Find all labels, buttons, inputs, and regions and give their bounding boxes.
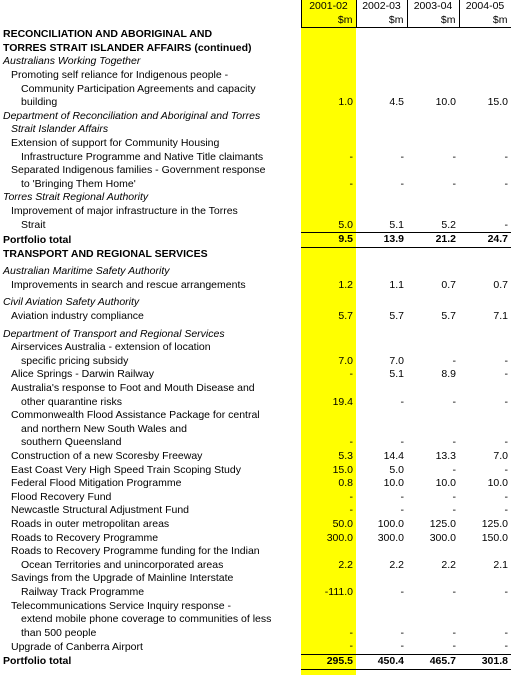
cell-value xyxy=(301,341,356,355)
cell-value xyxy=(459,341,511,355)
cell-value xyxy=(459,613,511,627)
cell-value xyxy=(301,191,356,205)
cell-value: - xyxy=(400,585,404,598)
cell-value: 5.7 xyxy=(441,310,456,323)
table-row xyxy=(0,423,511,437)
table-row xyxy=(0,341,511,355)
cell-value xyxy=(356,382,407,396)
table-row xyxy=(0,409,511,423)
portfolio-total-row xyxy=(0,654,511,669)
cell-value: - xyxy=(504,436,508,449)
year-header: 2004-05 xyxy=(459,0,511,14)
cell-value: - xyxy=(400,436,404,449)
cell-value: 150.0 xyxy=(481,531,508,544)
table-row xyxy=(0,545,511,559)
cell-value xyxy=(459,164,511,178)
cell-value xyxy=(407,83,459,97)
table-row xyxy=(0,219,511,233)
cell-value: - xyxy=(349,490,353,503)
table-row xyxy=(0,477,511,491)
cell-value xyxy=(301,69,356,83)
row-label: Portfolio total xyxy=(3,655,72,668)
cell-value xyxy=(301,28,356,42)
cell-value xyxy=(407,123,459,137)
cell-value: - xyxy=(400,177,404,190)
cell-value xyxy=(459,572,511,586)
cell-value: 7.0 xyxy=(389,354,404,367)
cell-value: 0.8 xyxy=(338,477,353,490)
cell-value: - xyxy=(452,463,456,476)
row-label: other quarantine risks xyxy=(21,395,122,408)
cell-value xyxy=(301,382,356,396)
cell-value xyxy=(356,423,407,437)
cell-value: 0.7 xyxy=(441,278,456,291)
cell-value xyxy=(459,55,511,69)
cell-value: - xyxy=(504,395,508,408)
unit-label: $m xyxy=(407,14,459,28)
cell-value: - xyxy=(400,395,404,408)
cell-value: - xyxy=(400,490,404,503)
cell-value: 7.0 xyxy=(493,450,508,462)
cell-value xyxy=(356,164,407,178)
row-label: Australia's response to Foot and Mouth Disease and xyxy=(11,382,255,395)
cell-value: - xyxy=(349,150,353,163)
cell-value: 5.3 xyxy=(338,450,353,462)
cell-value xyxy=(459,247,511,261)
cell-value: - xyxy=(400,640,404,653)
cell-value: 2.2 xyxy=(338,558,353,571)
table-row xyxy=(0,265,511,279)
table-row xyxy=(0,279,511,293)
cell-value: 24.7 xyxy=(459,233,511,248)
cell-value xyxy=(301,328,356,342)
cell-value xyxy=(407,55,459,69)
row-label: Improvements in search and rescue arrangements xyxy=(11,278,246,291)
cell-value: 2.2 xyxy=(441,558,456,571)
row-label: Roads in outer metropolitan areas xyxy=(11,517,170,530)
row-label: Savings from the Upgrade of Mainline Interstate xyxy=(11,572,234,585)
header-row xyxy=(0,0,511,14)
cell-value: - xyxy=(504,368,508,381)
cell-value: - xyxy=(452,436,456,449)
cell-value xyxy=(407,296,459,310)
table-row xyxy=(0,450,511,464)
row-label: Commonwealth Flood Assistance Package for central xyxy=(11,409,260,422)
cell-value xyxy=(356,83,407,97)
cell-value xyxy=(356,69,407,83)
cell-value xyxy=(407,205,459,219)
cell-value: 100.0 xyxy=(377,517,404,530)
cell-value: 8.9 xyxy=(441,368,456,381)
cell-value: - xyxy=(400,150,404,163)
cell-value: 15.0 xyxy=(332,463,353,476)
table-row xyxy=(0,178,511,192)
cell-value: - xyxy=(504,585,508,598)
cell-value xyxy=(356,137,407,151)
cell-value: - xyxy=(504,504,508,517)
cell-value xyxy=(356,123,407,137)
table-row xyxy=(0,42,511,56)
table-row xyxy=(0,586,511,600)
cell-value xyxy=(301,42,356,56)
cell-value xyxy=(356,545,407,559)
table-row xyxy=(0,328,511,342)
cell-value xyxy=(459,296,511,310)
cell-value xyxy=(459,423,511,437)
cell-value xyxy=(459,110,511,124)
cell-value xyxy=(407,191,459,205)
table-row xyxy=(0,436,511,450)
cell-value: 50.0 xyxy=(332,517,353,530)
cell-value xyxy=(301,423,356,437)
cell-value xyxy=(459,409,511,423)
cell-value: - xyxy=(349,177,353,190)
row-label: Strait xyxy=(21,219,46,231)
cell-value xyxy=(356,265,407,279)
row-label: TRANSPORT AND REGIONAL SERVICES xyxy=(3,247,208,260)
table-row xyxy=(0,368,511,382)
row-label: Portfolio total xyxy=(3,233,72,246)
unit-label: $m xyxy=(356,14,407,28)
cell-value: 295.5 xyxy=(301,654,356,669)
row-label: Extension of support for Community Housing xyxy=(11,136,220,149)
cell-value: - xyxy=(452,490,456,503)
row-label: Airservices Australia - extension of location xyxy=(11,341,211,354)
row-label: Newcastle Structural Adjustment Fund xyxy=(11,504,189,517)
unit-label: $m xyxy=(459,14,511,28)
cell-value xyxy=(301,164,356,178)
cell-value xyxy=(407,42,459,56)
unit-label: $m xyxy=(301,14,356,28)
year-header: 2001-02 xyxy=(301,0,356,14)
cell-value xyxy=(301,247,356,261)
cell-value xyxy=(459,28,511,42)
cell-value: - xyxy=(504,640,508,653)
cell-value xyxy=(301,205,356,219)
cell-value: - xyxy=(400,504,404,517)
cell-value: - xyxy=(504,150,508,163)
cell-value xyxy=(356,28,407,42)
cell-value: 4.5 xyxy=(389,96,404,109)
cell-value xyxy=(407,164,459,178)
cell-value: 5.7 xyxy=(338,310,353,323)
cell-value: 21.2 xyxy=(407,233,459,248)
row-label: Railway Track Programme xyxy=(21,585,145,598)
table-row xyxy=(0,296,511,310)
row-label: southern Queensland xyxy=(21,436,122,449)
table-row xyxy=(0,137,511,151)
cell-value xyxy=(407,247,459,261)
table-row xyxy=(0,491,511,505)
cell-value: 13.9 xyxy=(356,233,407,248)
row-label: Roads to Recovery Programme funding for the Indian xyxy=(11,545,260,558)
cell-value: - xyxy=(349,640,353,653)
cell-value xyxy=(356,613,407,627)
cell-value: 300.0 xyxy=(429,531,456,544)
cell-value xyxy=(407,423,459,437)
cell-value xyxy=(356,600,407,614)
row-label: RECONCILIATION AND ABORIGINAL AND xyxy=(3,28,213,41)
cell-value xyxy=(301,296,356,310)
cell-value xyxy=(407,341,459,355)
cell-value xyxy=(356,247,407,261)
cell-value xyxy=(459,69,511,83)
row-label: Community Participation Agreements and capacity xyxy=(21,82,256,95)
cell-value: 125.0 xyxy=(429,517,456,530)
cell-value xyxy=(301,137,356,151)
cell-value xyxy=(407,409,459,423)
cell-value: 0.7 xyxy=(493,278,508,291)
cell-value xyxy=(459,137,511,151)
cell-value: 19.4 xyxy=(332,395,353,408)
cell-value: - xyxy=(504,354,508,367)
cell-value: - xyxy=(452,395,456,408)
cell-value xyxy=(459,191,511,205)
row-label: Promoting self reliance for Indigenous people - xyxy=(11,68,229,81)
cell-value: - xyxy=(504,626,508,639)
row-label: Aviation industry compliance xyxy=(11,310,144,323)
cell-value xyxy=(356,205,407,219)
cell-value xyxy=(459,83,511,97)
row-label: Flood Recovery Fund xyxy=(11,490,112,503)
row-label: Department of Transport and Regional Services xyxy=(3,327,225,340)
table-row xyxy=(0,28,511,42)
cell-value xyxy=(407,572,459,586)
table-row xyxy=(0,83,511,97)
cell-value: 5.0 xyxy=(389,463,404,476)
cell-value: - xyxy=(504,463,508,476)
cell-value: 5.7 xyxy=(389,310,404,323)
row-label: Department of Reconciliation and Aboriginal and Torres xyxy=(3,109,261,122)
cell-value xyxy=(459,123,511,137)
row-label: and northern New South Wales and xyxy=(21,422,187,435)
table-row xyxy=(0,464,511,478)
cell-value xyxy=(301,123,356,137)
row-label: Infrastructure Programme and Native Title claimants xyxy=(21,150,264,163)
table-row xyxy=(0,55,511,69)
cell-value xyxy=(356,328,407,342)
cell-value xyxy=(407,600,459,614)
cell-value: 300.0 xyxy=(377,531,404,544)
cell-value xyxy=(407,137,459,151)
row-label: Roads to Recovery Programme xyxy=(11,531,159,544)
cell-value xyxy=(356,409,407,423)
cell-value: - xyxy=(400,626,404,639)
cell-value: 125.0 xyxy=(481,517,508,530)
cell-value xyxy=(459,42,511,56)
year-header: 2003-04 xyxy=(407,0,459,14)
table-row xyxy=(0,572,511,586)
cell-value: 2.2 xyxy=(389,558,404,571)
cell-value: - xyxy=(504,490,508,503)
cell-value xyxy=(301,613,356,627)
row-label: to 'Bringing Them Home' xyxy=(21,177,136,190)
cell-value: 10.0 xyxy=(435,477,456,490)
cell-value: 5.1 xyxy=(389,368,404,381)
cell-value: 1.2 xyxy=(338,278,353,291)
table-row xyxy=(0,191,511,205)
unit-row xyxy=(0,14,511,28)
row-label: Federal Flood Mitigation Programme xyxy=(11,477,182,490)
cell-value: - xyxy=(452,354,456,367)
cell-value xyxy=(301,572,356,586)
row-label: Torres Strait Regional Authority xyxy=(3,191,149,204)
cell-value: - xyxy=(349,368,353,381)
cell-value xyxy=(407,613,459,627)
table-row xyxy=(0,69,511,83)
cell-value xyxy=(459,545,511,559)
cell-value: 10.0 xyxy=(435,96,456,109)
cell-value: - xyxy=(504,177,508,190)
cell-value xyxy=(301,83,356,97)
cell-value: - xyxy=(452,626,456,639)
cell-value xyxy=(407,110,459,124)
row-label: Improvement of major infrastructure in the Torres xyxy=(11,204,238,217)
row-label: Civil Aviation Safety Authority xyxy=(3,296,140,309)
table-row xyxy=(0,532,511,546)
cell-value: 14.4 xyxy=(383,450,404,462)
cell-value: 301.8 xyxy=(459,654,511,669)
row-label: Upgrade of Canberra Airport xyxy=(11,640,143,653)
row-label: Telecommunications Service Inquiry response - xyxy=(11,599,232,612)
cell-value: 7.1 xyxy=(493,310,508,323)
cell-value xyxy=(301,110,356,124)
cell-value xyxy=(459,205,511,219)
row-label: extend mobile phone coverage to communities of less xyxy=(21,613,272,626)
row-label: Construction of a new Scoresby Freeway xyxy=(11,450,203,462)
cell-value: 300.0 xyxy=(326,531,353,544)
cell-value xyxy=(459,265,511,279)
cell-value xyxy=(356,42,407,56)
row-label: East Coast Very High Speed Train Scoping Study xyxy=(11,463,241,476)
cell-value xyxy=(356,191,407,205)
year-header: 2002-03 xyxy=(356,0,407,14)
row-label: specific pricing subsidy xyxy=(21,354,129,367)
cell-value xyxy=(356,110,407,124)
cell-value: - xyxy=(504,218,508,231)
row-label: Separated Indigenous families - Government response xyxy=(11,164,266,177)
cell-value xyxy=(301,409,356,423)
cell-value xyxy=(356,296,407,310)
cell-value: 1.0 xyxy=(338,96,353,109)
cell-value: -111.0 xyxy=(324,585,353,598)
cell-value: 13.3 xyxy=(435,450,456,462)
cell-value: - xyxy=(349,504,353,517)
cell-value: - xyxy=(452,150,456,163)
cell-value xyxy=(407,28,459,42)
cell-value xyxy=(356,341,407,355)
cell-value xyxy=(459,328,511,342)
cell-value: 2.1 xyxy=(493,558,508,571)
table-row xyxy=(0,355,511,369)
table-row xyxy=(0,627,511,641)
row-label: Australian Maritime Safety Authority xyxy=(3,265,170,278)
cell-value xyxy=(407,545,459,559)
table-row xyxy=(0,310,511,324)
cell-value: 10.0 xyxy=(487,477,508,490)
cell-value: 9.5 xyxy=(301,233,356,248)
table-row xyxy=(0,151,511,165)
table-row xyxy=(0,247,511,261)
cell-value: - xyxy=(452,585,456,598)
cell-value xyxy=(407,328,459,342)
row-label: than 500 people xyxy=(21,626,97,639)
row-label: Ocean Territories and unincorporated areas xyxy=(21,558,224,571)
cell-value xyxy=(301,545,356,559)
table-row xyxy=(0,518,511,532)
cell-value: - xyxy=(452,504,456,517)
cell-value xyxy=(356,572,407,586)
cell-value: 15.0 xyxy=(487,96,508,109)
row-label: TORRES STRAIT ISLANDER AFFAIRS (continued) xyxy=(3,41,252,54)
cell-value: - xyxy=(452,640,456,653)
table-row xyxy=(0,600,511,614)
table-row xyxy=(0,164,511,178)
table-row xyxy=(0,96,511,110)
cell-value xyxy=(459,382,511,396)
cell-value: - xyxy=(349,436,353,449)
table-row xyxy=(0,396,511,410)
cell-value: 1.1 xyxy=(389,278,404,291)
row-label: Alice Springs - Darwin Railway xyxy=(11,368,154,381)
cell-value xyxy=(459,600,511,614)
cell-value: - xyxy=(452,177,456,190)
cell-value: 465.7 xyxy=(407,654,459,669)
cell-value: 10.0 xyxy=(383,477,404,490)
table-row xyxy=(0,559,511,573)
cell-value xyxy=(301,600,356,614)
cell-value xyxy=(407,382,459,396)
cell-value xyxy=(301,55,356,69)
table-row xyxy=(0,640,511,654)
row-label: Strait Islander Affairs xyxy=(11,123,109,136)
cell-value: 450.4 xyxy=(356,654,407,669)
table-row xyxy=(0,123,511,137)
portfolio-total-row xyxy=(0,233,511,248)
table-row xyxy=(0,110,511,124)
cell-value: 5.2 xyxy=(441,218,456,231)
row-label: building xyxy=(21,96,58,109)
cell-value xyxy=(301,265,356,279)
row-label: Australians Working Together xyxy=(3,55,141,68)
table-row xyxy=(0,504,511,518)
table-row xyxy=(0,205,511,219)
cell-value: 7.0 xyxy=(338,354,353,367)
cell-value: - xyxy=(349,626,353,639)
cell-value xyxy=(407,265,459,279)
cell-value: 5.1 xyxy=(389,218,404,231)
cell-value xyxy=(356,55,407,69)
cell-value: 5.0 xyxy=(338,218,353,231)
table-row xyxy=(0,613,511,627)
table-row xyxy=(0,382,511,396)
cell-value xyxy=(407,69,459,83)
